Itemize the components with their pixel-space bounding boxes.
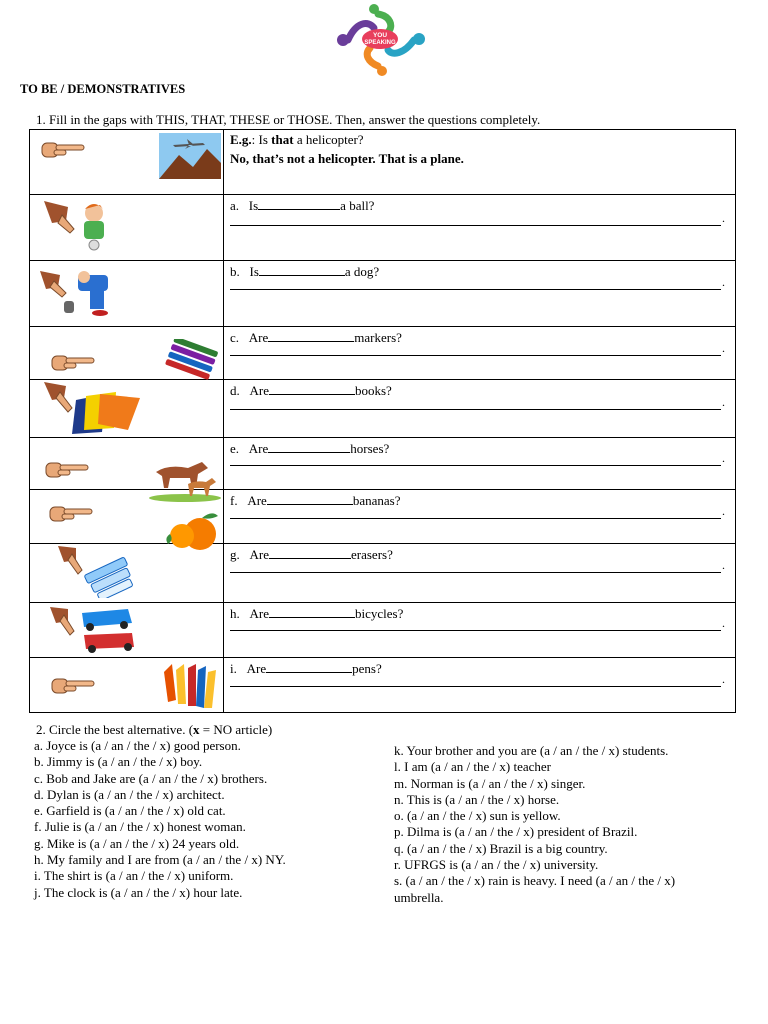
answer-blank[interactable] bbox=[269, 382, 355, 395]
section2-left-column bbox=[34, 738, 286, 901]
question-item: r. UFRGS is (a / an / the / x) university. bbox=[394, 857, 599, 873]
question-item: d. Dylan is (a / an / the / x) architect. bbox=[34, 786, 225, 802]
answer-line[interactable] bbox=[230, 225, 721, 226]
section1-instruction: 1. Fill in the gaps with THIS, THAT, THESE or THOSE. Then, answer the questions completely. bbox=[36, 112, 541, 127]
exercise-row-g: g. Are erasers? . bbox=[30, 544, 736, 603]
answer-line[interactable] bbox=[230, 630, 721, 631]
pointing-hand-icon bbox=[44, 458, 92, 482]
markers-picture-icon bbox=[160, 339, 222, 381]
answer-blank[interactable] bbox=[268, 440, 350, 453]
pointing-hand-icon bbox=[48, 502, 96, 526]
question-item: e. Garfield is (a / an / the / x) old cat. bbox=[34, 803, 226, 819]
question-item: n. This is (a / an / the / x) horse. bbox=[394, 791, 560, 807]
question-item-continued: umbrella. bbox=[394, 889, 444, 905]
airplane-picture-icon bbox=[159, 133, 221, 179]
question-item: f. Julie is (a / an / the / x) honest woman. bbox=[34, 819, 246, 835]
hand-pointing-at-boy-icon bbox=[42, 199, 118, 253]
pencils-picture-icon bbox=[158, 662, 218, 712]
question-item: j. The clock is (a / an / the / x) hour late. bbox=[34, 884, 243, 900]
answer-blank[interactable] bbox=[269, 546, 351, 559]
exercise-row-e: e. Are horses? . bbox=[30, 438, 736, 490]
exercise-row-h: h. Are bicycles? . bbox=[30, 603, 736, 658]
question-item: i. The shirt is (a / an / the / x) uniform. bbox=[34, 868, 234, 884]
answer-blank[interactable] bbox=[268, 329, 354, 342]
exercise-row-c: c. Are markers? . bbox=[30, 327, 736, 380]
you-speaking-logo bbox=[334, 2, 428, 78]
answer-line[interactable] bbox=[230, 518, 721, 519]
answer-line[interactable] bbox=[230, 289, 721, 290]
answer-blank[interactable] bbox=[259, 263, 345, 276]
exercise-table bbox=[29, 129, 736, 713]
section2-instruction: 2. Circle the best alternative. (x = NO article) bbox=[36, 722, 273, 737]
example-row bbox=[30, 130, 736, 195]
answer-blank[interactable] bbox=[269, 605, 355, 618]
pointing-hand-icon bbox=[40, 138, 88, 162]
logo-text-speaking: SPEAKING bbox=[364, 40, 396, 46]
question-item: a. Joyce is (a / an / the / x) good person. bbox=[34, 738, 241, 753]
exercise-row-d: d. Are books? . bbox=[30, 380, 736, 438]
hand-pointing-at-person-with-dog-icon bbox=[38, 269, 114, 321]
answer-blank[interactable] bbox=[267, 492, 353, 505]
pointing-hand-icon bbox=[50, 674, 98, 698]
question-item: h. My family and I are from (a / an / the / x) NY. bbox=[34, 852, 286, 868]
section2-right-column bbox=[394, 743, 675, 906]
answer-line[interactable] bbox=[230, 409, 721, 410]
exercise-row-b: b. Is a dog? . bbox=[30, 261, 736, 327]
hand-pointing-at-books-icon bbox=[42, 380, 142, 436]
answer-line[interactable] bbox=[230, 572, 721, 573]
pointing-hand-icon bbox=[50, 351, 98, 375]
exercise-row-i: i. Are pens? . bbox=[30, 658, 736, 713]
hand-pointing-at-toy-cars-icon bbox=[48, 605, 138, 655]
answer-blank[interactable] bbox=[258, 197, 340, 210]
worksheet-title: TO BE / DEMONSTRATIVES bbox=[20, 82, 186, 96]
answer-line[interactable] bbox=[230, 686, 721, 687]
question-item: k. Your brother and you are (a / an / the / x) students. bbox=[394, 743, 669, 758]
question-item: o. (a / an / the / x) sun is yellow. bbox=[394, 808, 561, 824]
logo-text-you: YOU bbox=[372, 32, 388, 39]
question-item: b. Jimmy is (a / an / the / x) boy. bbox=[34, 754, 203, 770]
question-item: l. I am (a / an / the / x) teacher bbox=[394, 759, 552, 775]
answer-blank[interactable] bbox=[266, 660, 352, 673]
hand-pointing-at-erasers-icon bbox=[56, 544, 136, 598]
answer-line[interactable] bbox=[230, 355, 721, 356]
answer-line[interactable] bbox=[230, 465, 721, 466]
question-item: q. (a / an / the / x) Brazil is a big country. bbox=[394, 840, 608, 856]
example-question: E.g.: Is that a helicopter? bbox=[230, 132, 364, 147]
question-item: m. Norman is (a / an / the / x) singer. bbox=[394, 775, 586, 791]
question-item: c. Bob and Jake are (a / an / the / x) brothers. bbox=[34, 770, 268, 786]
exercise-row-f: f. Are bananas? . bbox=[30, 490, 736, 544]
question-item: g. Mike is (a / an / the / x) 24 years old. bbox=[34, 835, 240, 851]
question-item: p. Dilma is (a / an / the / x) president of Brazil. bbox=[394, 824, 638, 840]
exercise-row-a: a. Is a ball? . bbox=[30, 195, 736, 261]
example-answer: No, that’s not a helicopter. That is a plane. bbox=[230, 151, 464, 166]
question-item: s. (a / an / the / x) rain is heavy. I need (a / an / the / x) bbox=[394, 873, 676, 889]
